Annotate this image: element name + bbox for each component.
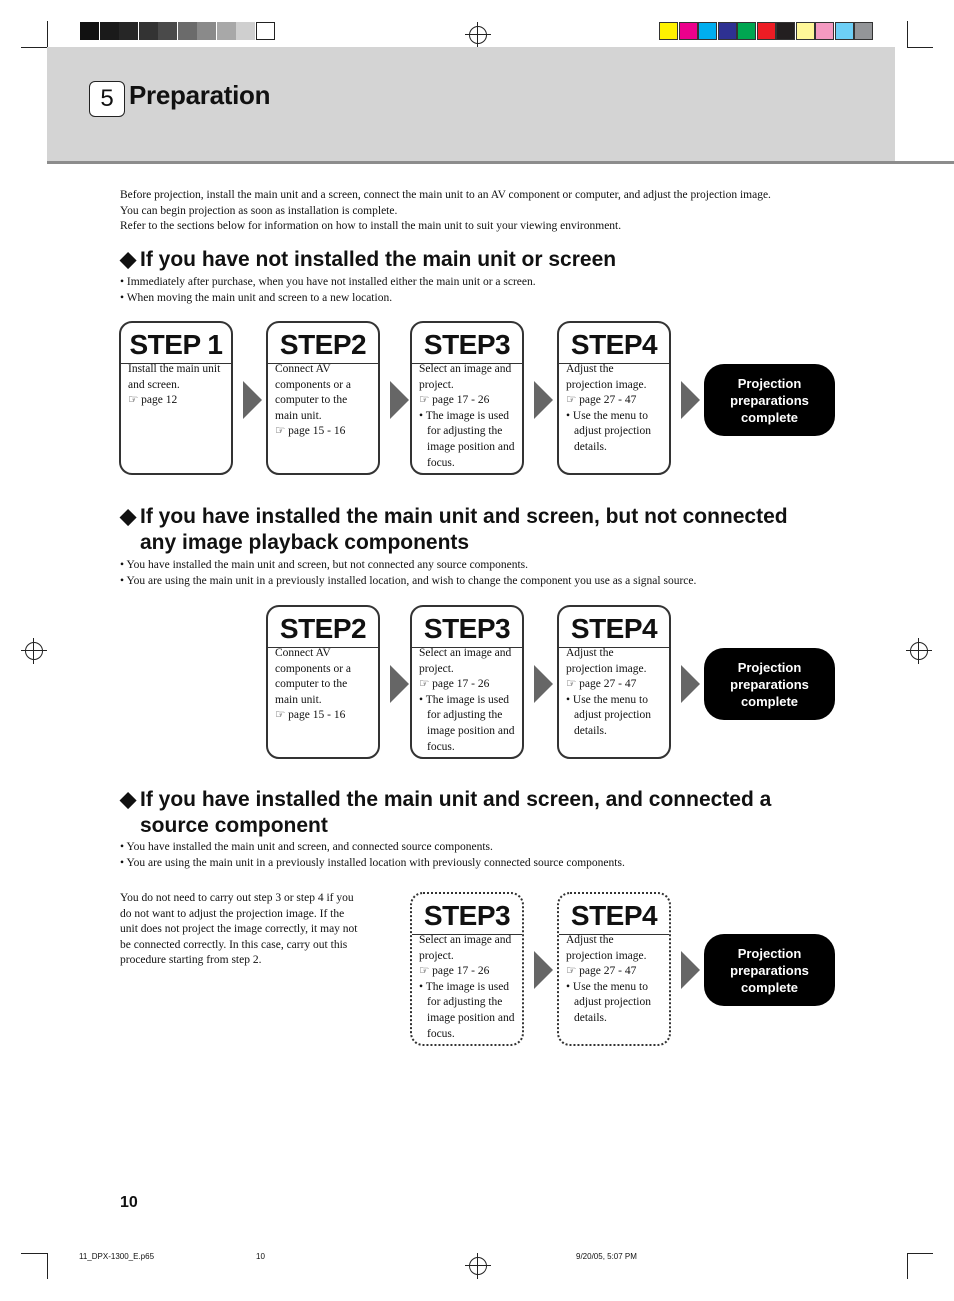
diamond-icon: ◆: [120, 505, 137, 528]
step-label: STEP4: [570, 613, 658, 644]
color-swatch: [796, 22, 815, 40]
color-swatch: [815, 22, 834, 40]
chapter-number: 5: [89, 81, 125, 117]
color-swatch: [854, 22, 873, 40]
color-swatch: [718, 22, 737, 40]
registration-mark-icon: [910, 642, 928, 660]
gray-swatch: [197, 22, 216, 40]
step-card-3-optional: STEP3 Select an image and project. ☞ page 17 - 26 • The image is used for adjusting the image position and focus.: [410, 892, 524, 1046]
projection-complete-badge: Projection preparations complete: [704, 934, 835, 1006]
diamond-icon: ◆: [120, 788, 137, 811]
step-card-2: STEP2 Connect AV components or a computer to the main unit. ☞ page 15 - 16: [266, 321, 380, 475]
projection-complete-badge: Projection preparations complete: [704, 648, 835, 720]
step-label: STEP 1: [129, 329, 223, 360]
registration-mark-icon: [469, 1257, 487, 1275]
step-label: STEP2: [279, 329, 367, 360]
step-card-4: STEP4 Adjust the projection image. ☞ page 27 - 47 • Use the menu to adjust projection details.: [557, 605, 671, 759]
color-swatch: [835, 22, 854, 40]
footer-page: 10: [256, 1252, 265, 1261]
gray-swatch: [256, 22, 275, 40]
footer-timestamp: 9/20/05, 5:07 PM: [576, 1252, 637, 1261]
gray-swatch: [178, 22, 197, 40]
step-card-2: STEP2 Connect AV components or a computer to the main unit. ☞ page 15 - 16: [266, 605, 380, 759]
color-swatch: [659, 22, 678, 40]
crop-mark: [907, 47, 933, 48]
gray-swatch: [119, 22, 138, 40]
gray-swatch: [100, 22, 119, 40]
gray-swatch: [139, 22, 158, 40]
step-card-1: STEP 1 Install the main unit and screen. ☞ page 12: [119, 321, 233, 475]
gray-swatch: [80, 22, 99, 40]
step-label: STEP4: [570, 329, 658, 360]
gray-swatch: [236, 22, 255, 40]
arrow-right-icon: [390, 381, 409, 419]
color-swatch: [737, 22, 756, 40]
color-swatch: [679, 22, 698, 40]
arrow-right-icon: [681, 381, 700, 419]
header-rule: [47, 161, 954, 164]
crop-mark: [21, 47, 47, 48]
arrow-right-icon: [534, 665, 553, 703]
crop-mark: [907, 21, 908, 47]
crop-mark: [47, 1253, 48, 1279]
section-bullets: • You have installed the main unit and screen, but not connected any source components. • You are using the main unit in a previously installed location, and wish to change the component you use as a signal source.: [120, 559, 697, 587]
step-card-4-optional: STEP4 Adjust the projection image. ☞ page 27 - 47 • Use the menu to adjust projection details.: [557, 892, 671, 1046]
section-heading: ◆ If you have not installed the main unit or screen: [120, 248, 617, 271]
arrow-right-icon: [534, 951, 553, 989]
section-bullets: • Immediately after purchase, when you have not installed either the main unit or a screen. • When moving the main unit and screen to a new location.: [120, 276, 536, 304]
crop-mark: [907, 1253, 933, 1254]
footer-file: 11_DPX-1300_E.p65: [79, 1252, 155, 1261]
color-swatch: [757, 22, 776, 40]
diamond-icon: ◆: [120, 248, 137, 271]
step-card-4: STEP4 Adjust the projection image. ☞ page 27 - 47 • Use the menu to adjust projection details.: [557, 321, 671, 475]
section-bullets: • You have installed the main unit and screen, and connected source components. • You are using the main unit in a previously installed location with previously connected source components.: [120, 841, 625, 869]
step-card-3: STEP3 Select an image and project. ☞ page 17 - 26 • The image is used for adjusting the image position and focus.: [410, 605, 524, 759]
page-number: 10: [120, 1194, 138, 1211]
step-label: STEP3: [423, 900, 511, 931]
color-swatch: [776, 22, 795, 40]
gray-swatch: [217, 22, 236, 40]
step-label: STEP2: [279, 613, 367, 644]
section-heading: ◆ If you have installed the main unit and screen, but not connected any image playback components: [120, 505, 788, 554]
crop-mark: [907, 1253, 908, 1279]
section-heading: ◆ If you have installed the main unit and screen, and connected a source component: [120, 788, 772, 837]
step-card-3: STEP3 Select an image and project. ☞ page 17 - 26 • The image is used for adjusting the image position and focus.: [410, 321, 524, 475]
crop-mark: [21, 1253, 47, 1254]
section-note: You do not need to carry out step 3 or step 4 if you do not want to adjust the projection image. If the unit does not project the image correctly, it may not be connected correctly. In this case, carry out this procedure starting from step 2.: [120, 892, 358, 966]
intro-text: Before projection, install the main unit and a screen, connect the main unit to an AV component or computer, and adjust the projection image. You can begin projection as soon as installation is complete. Refer to the sections below for information on how to install the main unit to suit your viewing environment.: [120, 189, 771, 232]
arrow-right-icon: [243, 381, 262, 419]
arrow-right-icon: [390, 665, 409, 703]
projection-complete-badge: Projection preparations complete: [704, 364, 835, 436]
arrow-right-icon: [681, 665, 700, 703]
registration-mark-icon: [469, 26, 487, 44]
step-label: STEP3: [423, 613, 511, 644]
gray-swatch: [158, 22, 177, 40]
crop-mark: [47, 21, 48, 47]
color-swatch: [698, 22, 717, 40]
registration-mark-icon: [25, 642, 43, 660]
page-title: Preparation: [129, 80, 271, 110]
step-label: STEP3: [423, 329, 511, 360]
arrow-right-icon: [534, 381, 553, 419]
step-label: STEP4: [570, 900, 658, 931]
arrow-right-icon: [681, 951, 700, 989]
